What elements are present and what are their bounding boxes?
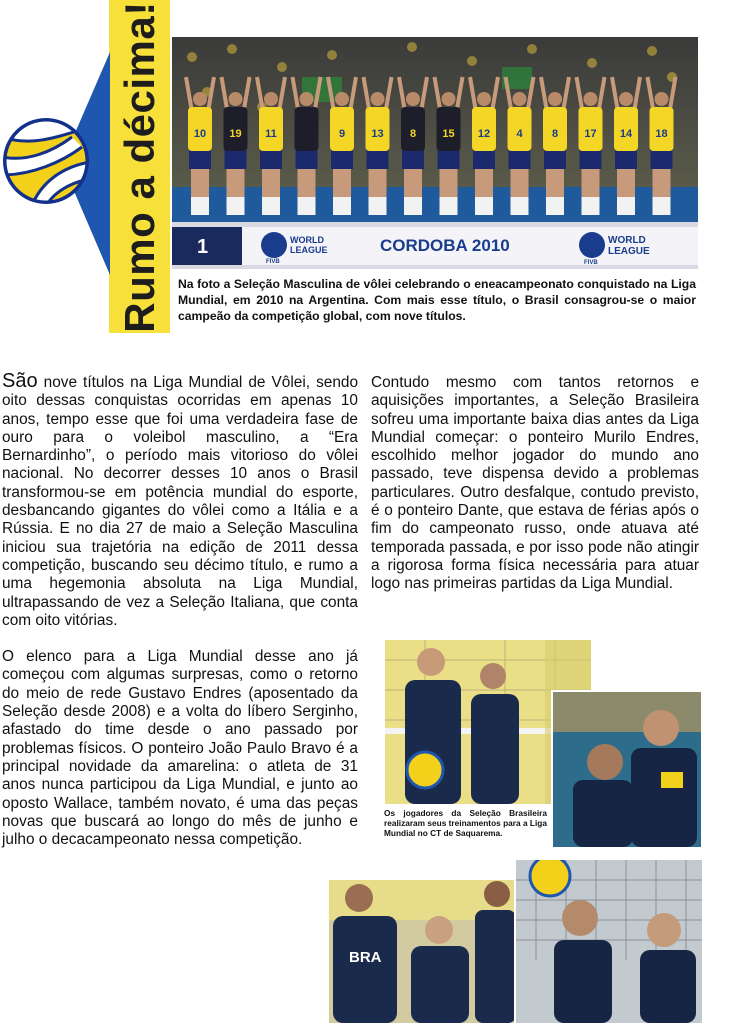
jersey-number: 17 — [584, 128, 597, 140]
paragraph-2: O elenco para a Liga Mundial desse ano já começou com algumas surpresas, como o retorno do meio de rede Gustavo Endres (aposentado da Seleção desde 2008) e a volta do líbero Serginho, afastado do time desde o ano passado por problemas físicos. O ponteiro João Paulo Bravo é a principal novidade da amarelina: o atleta de 31 anos nunca participou da Liga Mundial, e junto ao oposto Wallace, também novato, é uma das peças novas que buscará ao longo do mês de junho e julho o decacampeonato nessa competição. — [2, 648, 358, 849]
jersey-number: 8 — [551, 128, 559, 140]
world-league-logo-left-top: WORLD — [290, 235, 324, 245]
jersey-number: 14 — [619, 128, 633, 140]
podium-number: 1 — [197, 236, 209, 258]
hero-team-photo — [172, 37, 698, 269]
jersey-number: 9 — [338, 128, 346, 140]
world-league-logo-left-sub: FIVB — [266, 259, 280, 265]
jersey-number: 11 — [265, 128, 277, 140]
paragraph-3: Contudo mesmo com tantos retornos e aquisições importantes, a Seleção Brasileira sofreu uma importante baixa dias antes da Liga Mundial começar: o ponteiro Murilo Endres, escolhido melhor jogador do mundo ano passado, teve dispensa devido a problemas particulares. Outro desfalque, contudo previsto, é o ponteiro Dante, que estava de férias após o fim do campeonato russo, onde atuava até temporada passada, e por isso pode não atingir a rigorosa forma física necessária para atuar logo nas primeiras partidas da Liga Mundial. — [371, 374, 699, 593]
jersey-number: 4 — [516, 128, 523, 140]
jersey-number: 13 — [371, 128, 384, 140]
paragraph-1-first-word: São — [2, 370, 38, 392]
jersey-number: 18 — [655, 128, 668, 140]
training-caption: Os jogadores da Seleção Brasileira realizaram seus treinamentos para a Liga Mundial no CT de Saquarema. — [384, 808, 547, 839]
left-column — [2, 372, 358, 849]
jersey-number: 12 — [477, 128, 491, 140]
world-league-logo-right-bottom: LEAGUE — [608, 246, 650, 257]
jersey-number: 19 — [229, 128, 242, 140]
paragraph-1-text: nove títulos na Liga Mundial de Vôlei, sendo oito dessas conquistas ocorridas em apenas 10 anos, tempo esse que foi uma verdadeira fase de ouro para o voleibol masculino, a “Era Bernardinho”, o período mais vitorioso do vôlei nacional. No decorrer desses 10 anos o Brasil transformou-se em potência mundial do esporte, desbancando gigantes do vôlei como a Itália e a Rússia. E no dia 27 de maio a Seleção Masculina iniciou sua trajetória na edição de 2011 dessa competição, buscando seu décimo título, e rumo a uma hegemonia absoluta na Liga Mundial, ultrapassando de vez a Seleção Italiana, que conta com oito vitórias. — [2, 374, 358, 629]
training-photo-players-net — [514, 860, 702, 1023]
world-league-logo-left-icon — [261, 232, 287, 258]
jersey-number: 8 — [409, 128, 417, 140]
world-league-logo-right-top: WORLD — [608, 235, 646, 246]
right-column — [371, 374, 699, 594]
training-photo-players-closeup — [551, 690, 703, 849]
shirt-text: BRA — [349, 949, 382, 966]
hero-photo-illustration — [172, 37, 698, 269]
training-photo-team-huddle — [329, 880, 516, 1023]
world-league-logo-left-bottom: LEAGUE — [290, 245, 328, 255]
volleyball-icon — [2, 117, 90, 205]
title-bar — [109, 0, 170, 333]
article-title: Rumo a décima! — [115, 0, 163, 333]
hero-caption: Na foto a Seleção Masculina de vôlei celebrando o eneacampeonato conquistado na Liga Mundial, em 2010 na Argentina. Com mais esse título, o Brasil consagrou-se o maior campeão da competição global, com nove títulos. — [178, 277, 696, 323]
jersey-number: 10 — [193, 128, 207, 140]
paragraph-1 — [2, 372, 358, 630]
jersey-number: 15 — [442, 128, 455, 140]
world-league-logo-right-sub: FIVB — [584, 260, 598, 266]
banner-city: CORDOBA 2010 — [380, 236, 510, 255]
world-league-logo-right-icon — [579, 232, 605, 258]
